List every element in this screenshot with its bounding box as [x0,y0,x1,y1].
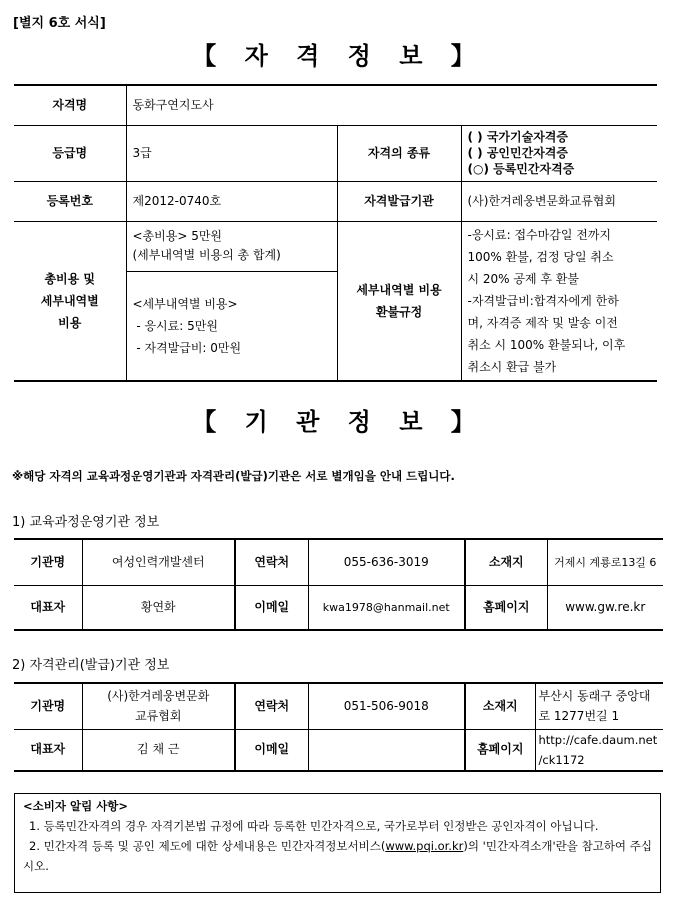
detail-cost [126,271,337,381]
refund-label-line1: 세부내역별 비용 [356,282,442,297]
refund-line7: 취소시 환급 불가 [467,359,557,374]
detail-cost-line2: - 응시료: 5만원 [132,318,218,333]
reg-no-label: 등록번호 [14,181,126,221]
edu-addr-value: 거제시 계룡로13길 6 [547,539,663,585]
cost-label-line3: 비용 [58,315,82,330]
mgmt-addr-value [535,683,663,729]
refund-policy [461,221,657,381]
consumer-notice-item1: 1. 등록민간자격의 경우 자격기본법 규정에 따라 등록한 민간자격으로, 국가로부터 인정받은 공인자격이 아닙니다. [29,819,599,833]
refund-line2: 100% 환불, 검정 당일 취소 [467,249,614,264]
mgmt-org-label: 기관명 [14,683,82,729]
grade-value: 3급 [126,125,337,181]
edu-contact-value: 055-636-3019 [308,539,465,585]
reg-no-value: 제2012-0740호 [126,181,337,221]
notice-line: ※해당 자격의 교육과정운영기관과 자격관리(발급)기관은 서로 별개임을 안내 드립니다. [12,469,455,483]
mgmt-org-value-line2: 교류협회 [135,709,182,724]
mgmt-org-value-line1: (사)한겨레웅변문화 [107,689,210,704]
edu-rep-label: 대표자 [30,599,66,614]
mgmt-home-value-line2: /ck1172 [538,752,585,767]
edu-home-label: 홈페이지 [465,585,547,630]
edu-email-label: 이메일 [235,585,308,630]
mgmt-email-label: 이메일 [235,729,308,771]
qualification-table [14,84,657,382]
refund-line4: -자격발급비:합격자에게 한하 [467,293,619,308]
mgmt-rep-value: 김 채 근 [82,729,235,771]
qual-type-options [461,125,657,181]
total-cost-line1: <총비용> 5만원 [132,229,223,243]
qual-type-national: ( ) 국가기술자격증 [467,130,568,144]
mgmt-org-heading: 2) 자격관리(발급)기관 정보 [12,658,170,673]
refund-label [337,221,461,381]
qual-type-registered: (○) 등록민간자격증 [467,162,575,176]
edu-org-heading: 1) 교육과정운영기관 정보 [12,515,160,530]
edu-email-value: kwa1978@hanmail.net [308,585,465,630]
consumer-notice-item2 [23,836,652,876]
section-title-qualification: 【 자 격 정 보 】 [192,42,485,70]
refund-line1: -응시료: 접수마감일 전까지 [467,227,612,242]
edu-org-label: 기관명 [14,539,82,585]
cost-label-line2: 세부내역별 [40,293,99,308]
issuer-value: (사)한겨레웅변문화교류협회 [461,181,657,221]
qual-name-label: 자격명 [14,85,126,125]
total-cost-line2: (세부내역별 비용의 총 합계) [132,248,281,262]
form-number: [별지 6호 서식] [13,16,106,31]
mgmt-home-label: 홈페이지 [465,729,535,771]
refund-line5: 며, 자격증 제작 및 발송 이전 [467,315,618,330]
qual-type-certified: ( ) 공인민간자격증 [467,146,568,160]
detail-cost-line1: <세부내역별 비용> [132,296,238,311]
mgmt-org-value [82,683,235,729]
qual-type-label: 자격의 종류 [337,125,461,181]
mgmt-addr-value-line1: 부산시 동래구 중앙대 [538,689,651,704]
refund-label-line2: 환불규정 [375,304,423,319]
refund-line6: 취소 시 100% 환불되나, 이후 [467,337,626,352]
mgmt-addr-label: 소재지 [465,683,535,729]
cost-label-line1: 총비용 및 [44,271,96,286]
consumer-notice-item2-pre: 2. 민간자격 등록 및 공인 제도에 대한 상세내용은 민간자격정보서비스( [29,839,386,853]
consumer-notice-title: <소비자 알림 사항> [23,799,129,813]
edu-addr-label: 소재지 [465,539,547,585]
edu-home-value: www.gw.re.kr [547,585,663,630]
mgmt-org-table [14,682,663,772]
pqi-link[interactable]: www.pqi.or.kr [385,839,464,853]
mgmt-rep-label: 대표자 [30,742,66,756]
refund-line3: 시 20% 공제 후 환불 [467,271,579,286]
mgmt-home-value-line1: http://cafe.daum.net [538,732,658,747]
mgmt-addr-value-line2: 로 1277번길 1 [538,709,620,724]
total-cost [126,221,337,271]
edu-org-value: 여성인력개발센터 [82,539,235,585]
detail-cost-line3: - 자격발급비: 0만원 [132,340,242,355]
consumer-notice-item2-post: )의 '민간자격소개'란을 참고하여 주십시오. [23,839,652,873]
cost-label [14,221,126,381]
consumer-notice-box [14,793,661,893]
edu-org-table [14,538,663,631]
mgmt-contact-value: 051-506-9018 [308,683,465,729]
mgmt-home-value [535,729,663,771]
issuer-label: 자격발급기관 [337,181,461,221]
edu-rep-value: 황연화 [82,585,235,630]
edu-contact-label: 연락처 [235,539,308,585]
mgmt-contact-label: 연락처 [235,683,308,729]
grade-label: 등급명 [14,125,126,181]
qual-name-value: 동화구연지도사 [126,85,657,125]
mgmt-email-value [308,729,465,771]
section-title-institution: 【 기 관 정 보 】 [192,408,485,436]
